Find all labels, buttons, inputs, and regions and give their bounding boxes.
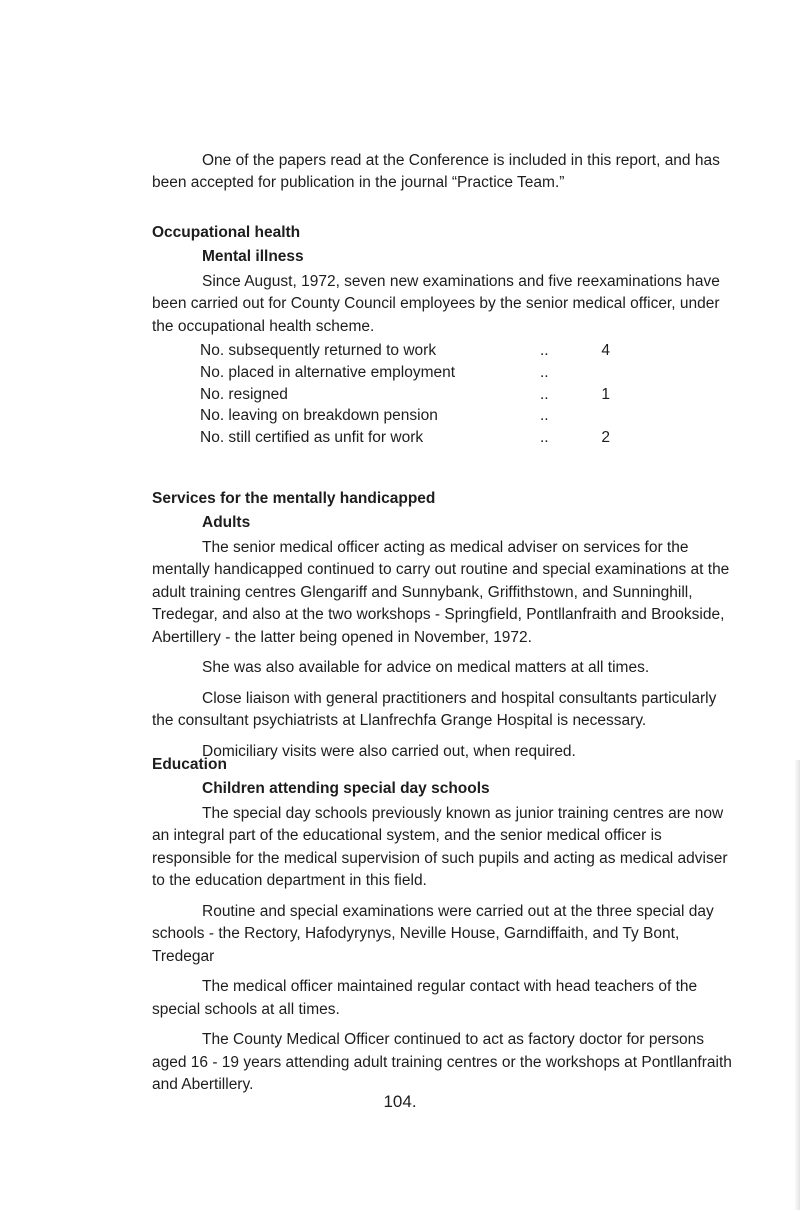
stats-row [200, 340, 610, 362]
stats-value [580, 405, 610, 427]
education-paragraph: The medical officer maintained regular contact with head teachers of the special schools at all times. [152, 978, 698, 1018]
stats-label: No. subsequently returned to work [200, 342, 437, 360]
stats-label: No. placed in alternative employment [200, 364, 456, 382]
stats-value: 2 [601, 429, 610, 447]
stats-value: 1 [601, 385, 610, 403]
intro-section [152, 150, 742, 195]
education-paragraph: The special day schools previously known as junior training centres are now an integral part of the educational system, and the senior medical officer is responsible for the medical supervision of such pupils and acting as medical adviser to the education department in this field. [152, 804, 728, 890]
stats-dots: .. [540, 429, 549, 447]
mental-illness-subheading: Mental illness [202, 248, 304, 266]
stats-row [200, 362, 610, 384]
stats-row [200, 405, 610, 427]
handicapped-paragraph: She was also available for advice on medical matters at all times. [202, 659, 650, 677]
occupational-section [152, 222, 742, 449]
adults-subheading: Adults [202, 514, 251, 532]
handicapped-paragraph: Close liaison with general practitioners and hospital consultants particularly the consultant psychiatrists at Llanfrechfa Grange Hospital is necessary. [152, 689, 717, 730]
stats-row [200, 427, 610, 449]
stats-row [200, 384, 610, 406]
stats-value [580, 362, 610, 384]
stats-dots: .. [540, 364, 549, 382]
special-schools-subheading: Children attending special day schools [202, 780, 490, 798]
stats-dots: .. [540, 407, 549, 425]
page-number: 104. [383, 1092, 417, 1111]
handicapped-paragraph: Domiciliary visits were also carried out, when required. [202, 742, 576, 760]
stats-label: No. leaving on breakdown pension [200, 407, 438, 425]
occupational-stats-table [200, 340, 610, 448]
occupational-paragraph: Since August, 1972, seven new examinations and five reexaminations have been carried out for County Council employees by the senior medical officer, under the occupational health scheme. [152, 272, 720, 335]
stats-label: No. still certified as unfit for work [200, 429, 424, 447]
stats-dots: .. [540, 385, 549, 403]
stats-dots: .. [540, 342, 549, 360]
education-paragraph: Routine and special examinations were carried out at the three special day schools - the Rectory, Hafodyrynys, Neville House, Garndiffaith, and Ty Bont, Tredegar [152, 902, 714, 965]
intro-paragraph: One of the papers read at the Conference is included in this report, and has been accepted for publication in the journal “Practice Team.” [152, 152, 720, 192]
stats-label: No. resigned [200, 385, 288, 403]
education-heading: Education [152, 756, 227, 773]
handicapped-heading: Services for the mentally handicapped [152, 490, 436, 507]
education-paragraph: The County Medical Officer continued to act as factory doctor for persons aged 16 - 19 years attending adult training centres or the workshops at Pontllanfraith and Abertillery. [152, 1031, 732, 1094]
occupational-heading: Occupational health [152, 224, 301, 241]
handicapped-paragraph: The senior medical officer acting as medical adviser on services for the mentally handicapped continued to carry out routine and special examinations at the adult training centres Glengariff and Sunnybank, Griffithstown, and Sunninghill, Tredegar, and also at the two workshops - Springfield, Pontllanfraith and Brookside, Abertillery - the latter being opened in November, 1972. [152, 538, 730, 646]
handicapped-section [152, 488, 742, 763]
stats-value: 4 [601, 342, 610, 360]
scan-edge-shadow [794, 760, 800, 1210]
education-section [152, 754, 742, 1097]
